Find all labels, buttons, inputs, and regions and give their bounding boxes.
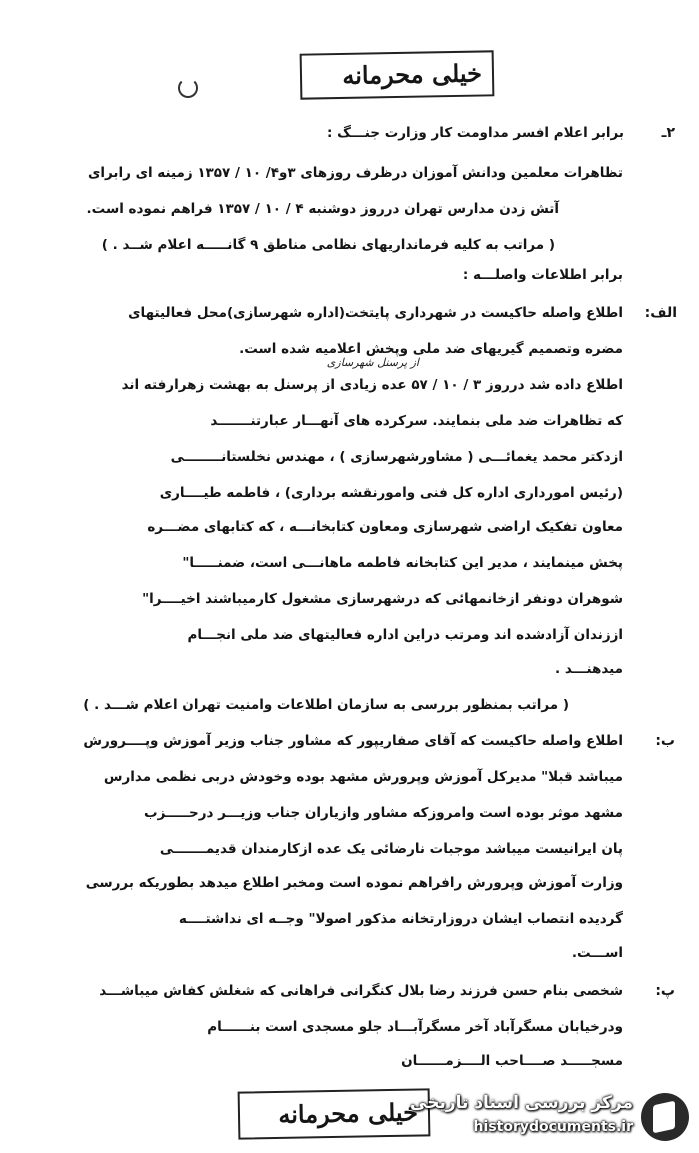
be-line-6: گردیده انتصاب ایشان دروزارتخانه مذکور اصولا" وجــه ای نداشتــــه — [178, 911, 623, 927]
be-line-7: اســـت. — [571, 945, 623, 961]
be-line-5: وزارت آموزش وپرورش رافراهم نموده است ومخبر اطلاع میدهد بطوریکه بررسی — [85, 875, 623, 891]
alef-line-1: اطلاع واصله حاکیست در شهرداری پایتخت(اداره شهرسازی)محل فعالیتهای — [128, 305, 623, 321]
alef-line-7: معاون تفکیک اراضی شهرسازی ومعاون کتابخانـــه ، که کتابهای مضـــره — [147, 519, 623, 535]
archive-logo-icon — [641, 1093, 689, 1141]
confidential-stamp-top: خیلی محرمانه — [300, 50, 495, 99]
alef-line-8: پخش مینمایند ، مدیر این کتابخانه فاطمه ماهانـــی است، ضمنـــــا" — [182, 555, 623, 571]
section-number: ۲ـ — [661, 125, 675, 141]
watermark-persian: مرکز بررسی اسناد تاریخی — [410, 1093, 633, 1113]
alef-line-2: مضره وتصمیم گیریهای ضد ملی وپخش اعلامیه شده است. — [239, 341, 623, 357]
label-alef: الف: — [644, 305, 677, 321]
para1-line-1: تظاهرات معلمین ودانش آموزان درظرف روزهای ۳و۴/ ۱۰ / ۱۳۵۷ زمینه ای رابرای — [88, 165, 623, 181]
para1-line-3: ( مراتب به کلیه فرمانداریهای نظامی مناطق ۹ گانـــــه اعلام شــد . ) — [101, 237, 555, 253]
section-title: برابر اعلام افسر مداومت کار وزارت جنـــگ : — [326, 125, 624, 141]
alef-line-3: اطلاع داده شد درروز ۳ / ۱۰ / ۵۷ عده زیادی از پرسنل به بهشت زهرارفته اند — [121, 377, 623, 393]
alef-line-12: ( مراتب بمنظور بررسی به سازمان اطلاعات وامنیت تهران اعلام شـــد . ) — [83, 697, 569, 713]
confidential-stamp-bottom: خیلی محرمانه — [238, 1088, 431, 1139]
para1-line-4: برابر اطلاعات واصلـــه : — [462, 267, 623, 283]
pe-line-3: مسجـــــد صــــاحب الــــزمــــــان — [401, 1053, 623, 1069]
alef-line-11: میدهنـــد . — [554, 661, 623, 677]
be-line-4: پان ایرانیست میباشد موجبات نارضائی یک عده ازکارمندان قدیمـــــــی — [159, 841, 623, 857]
alef-line-5: ازدکتر محمد یغمائـــی ( مشاورشهرسازی ) ، مهندس نخلستانــــــــی — [170, 449, 623, 465]
pe-line-1: شخصی بنام حسن فرزند رضا بلال کنگرانی فراهانی که شغلش کفاش میباشـــد — [99, 983, 623, 999]
watermark-url: historydocuments.ir — [473, 1119, 633, 1135]
alef-line-10: اززندان آزادشده اند ومرتب دراین اداره فعالیتهای ضد ملی انجـــام — [187, 627, 623, 643]
watermark — [289, 1091, 689, 1145]
label-pe: پ: — [655, 983, 675, 999]
label-be: ب: — [655, 733, 675, 749]
be-line-3: مشهد موثر بوده است وامروزکه مشاور وازیاران جناب وزیـــر درحـــــزب — [144, 805, 623, 821]
pe-line-2: ودرخیابان مسگرآباد آخر مسگرآبـــاد جلو مسجدی است بنــــــام — [207, 1019, 623, 1035]
para1-line-2: آتش زدن مدارس تهران درروز دوشنبه ۴ / ۱۰ / ۱۳۵۷ فراهم نموده است. — [86, 201, 559, 217]
handwritten-note: از پرسنل شهرسازی — [326, 356, 419, 369]
alef-line-9: شوهران دونفر ازخانمهائی که درشهرسازی مشغول کارمیباشند اخیــــرا" — [142, 591, 623, 607]
ink-mark — [178, 78, 198, 98]
be-line-2: میباشد قبلا" مدیرکل آموزش وپرورش مشهد بوده وخودش دربی نظمی مدارس — [103, 769, 623, 785]
be-line-1: اطلاع واصله حاکیست که آقای صفاریپور که مشاور جناب وزیر آموزش وپــــرورش — [83, 733, 623, 749]
alef-line-6: (رئیس امورداری اداره کل فنی وامورنقشه برداری) ، فاطمه طیــــاری — [159, 485, 623, 501]
alef-line-4: که تظاهرات ضد ملی بنمایند. سرکرده های آنهـــار عبارتنـــــــد — [210, 413, 623, 429]
